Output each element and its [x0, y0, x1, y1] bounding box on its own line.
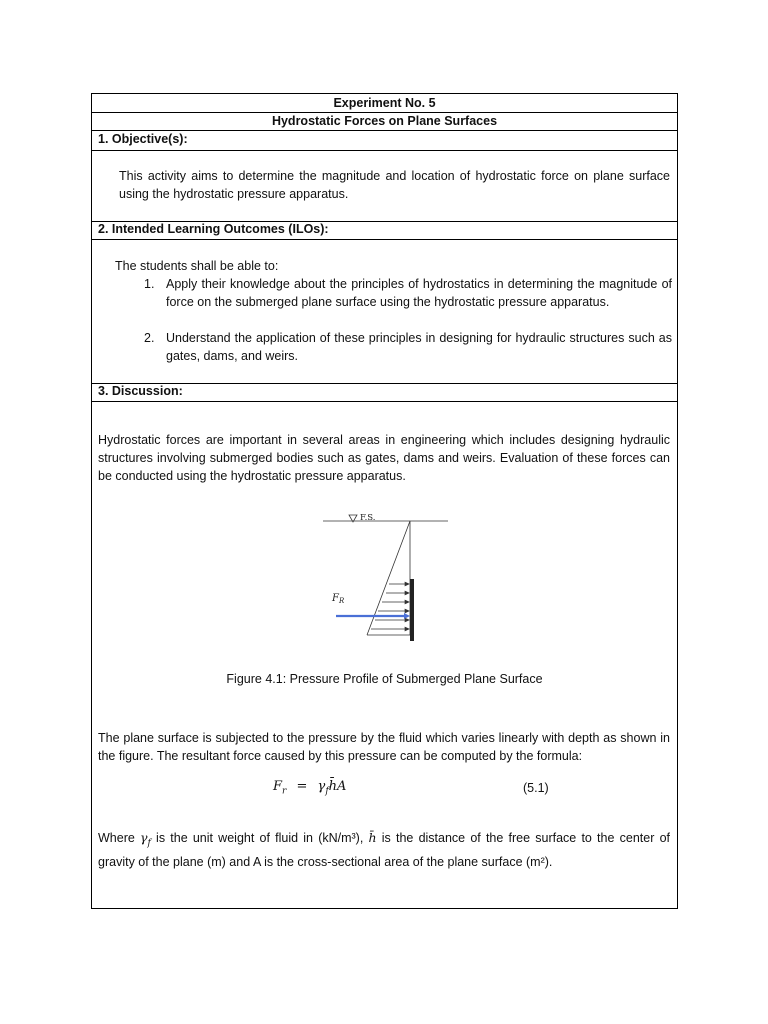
ilo-item: Understand the application of these principles in designing for hydraulic structures such as gates, dams, and weirs.: [166, 331, 672, 363]
objective-text: This activity aims to determine the magnitude and location of hydrostatic force on plane surface using the hydrostatic pressure apparatus.: [119, 169, 670, 201]
divider: [92, 150, 677, 151]
equation-number: (5.1): [523, 781, 549, 795]
ilo-item: Apply their knowledge about the principles of hydrostatics in determining the magnitude of force on the submerged plane surface using the hydrostatic pressure apparatus.: [166, 277, 672, 309]
discussion-paragraph: Hydrostatic forces are important in several areas in engineering which includes designing hydraulic structures involving submerged bodies such as gates, dams and weirs. Evaluation of these forces can be conducted using the hydrostatic pressure apparatus.: [98, 433, 670, 483]
document-table: [91, 93, 678, 909]
divider: [92, 130, 677, 131]
objective-heading: 1. Objective(s):: [98, 132, 188, 146]
divider: [92, 401, 677, 402]
force-label: $F_R$: [332, 593, 345, 605]
ilos-heading: 2. Intended Learning Outcomes (ILOs):: [98, 222, 329, 236]
discussion-paragraph: The plane surface is subjected to the pressure by the fluid which varies linearly with depth as shown in the figure. The resultant force caused by this pressure can be computed by the formula:: [98, 731, 670, 763]
ilo-number: 2.: [144, 331, 155, 345]
fs-label: F.S.: [360, 513, 376, 523]
divider: [92, 112, 677, 113]
divider: [92, 239, 677, 240]
figure-caption: Figure 4.1: Pressure Profile of Submerged Plane Surface: [226, 672, 543, 686]
discussion-paragraph-definitions: Where $\gamma_f$ is the unit weight of fluid in (kN/m³), h̄ is the distance of the free surface to the center of gravity of the plane (m) and A is the cross-sectional area of the plane surface (m²).: [98, 830, 670, 869]
formula: $F_r$ = $\gamma_fh̄A$: [273, 779, 347, 797]
pressure-profile-figure: [310, 498, 466, 660]
experiment-number: Experiment No. 5: [333, 96, 436, 110]
plane-surface-plate: [410, 579, 414, 641]
discussion-heading: 3. Discussion:: [98, 384, 183, 398]
ilo-number: 1.: [144, 277, 155, 291]
experiment-title: Hydrostatic Forces on Plane Surfaces: [271, 114, 498, 128]
ilos-intro: The students shall be able to:: [115, 259, 279, 273]
